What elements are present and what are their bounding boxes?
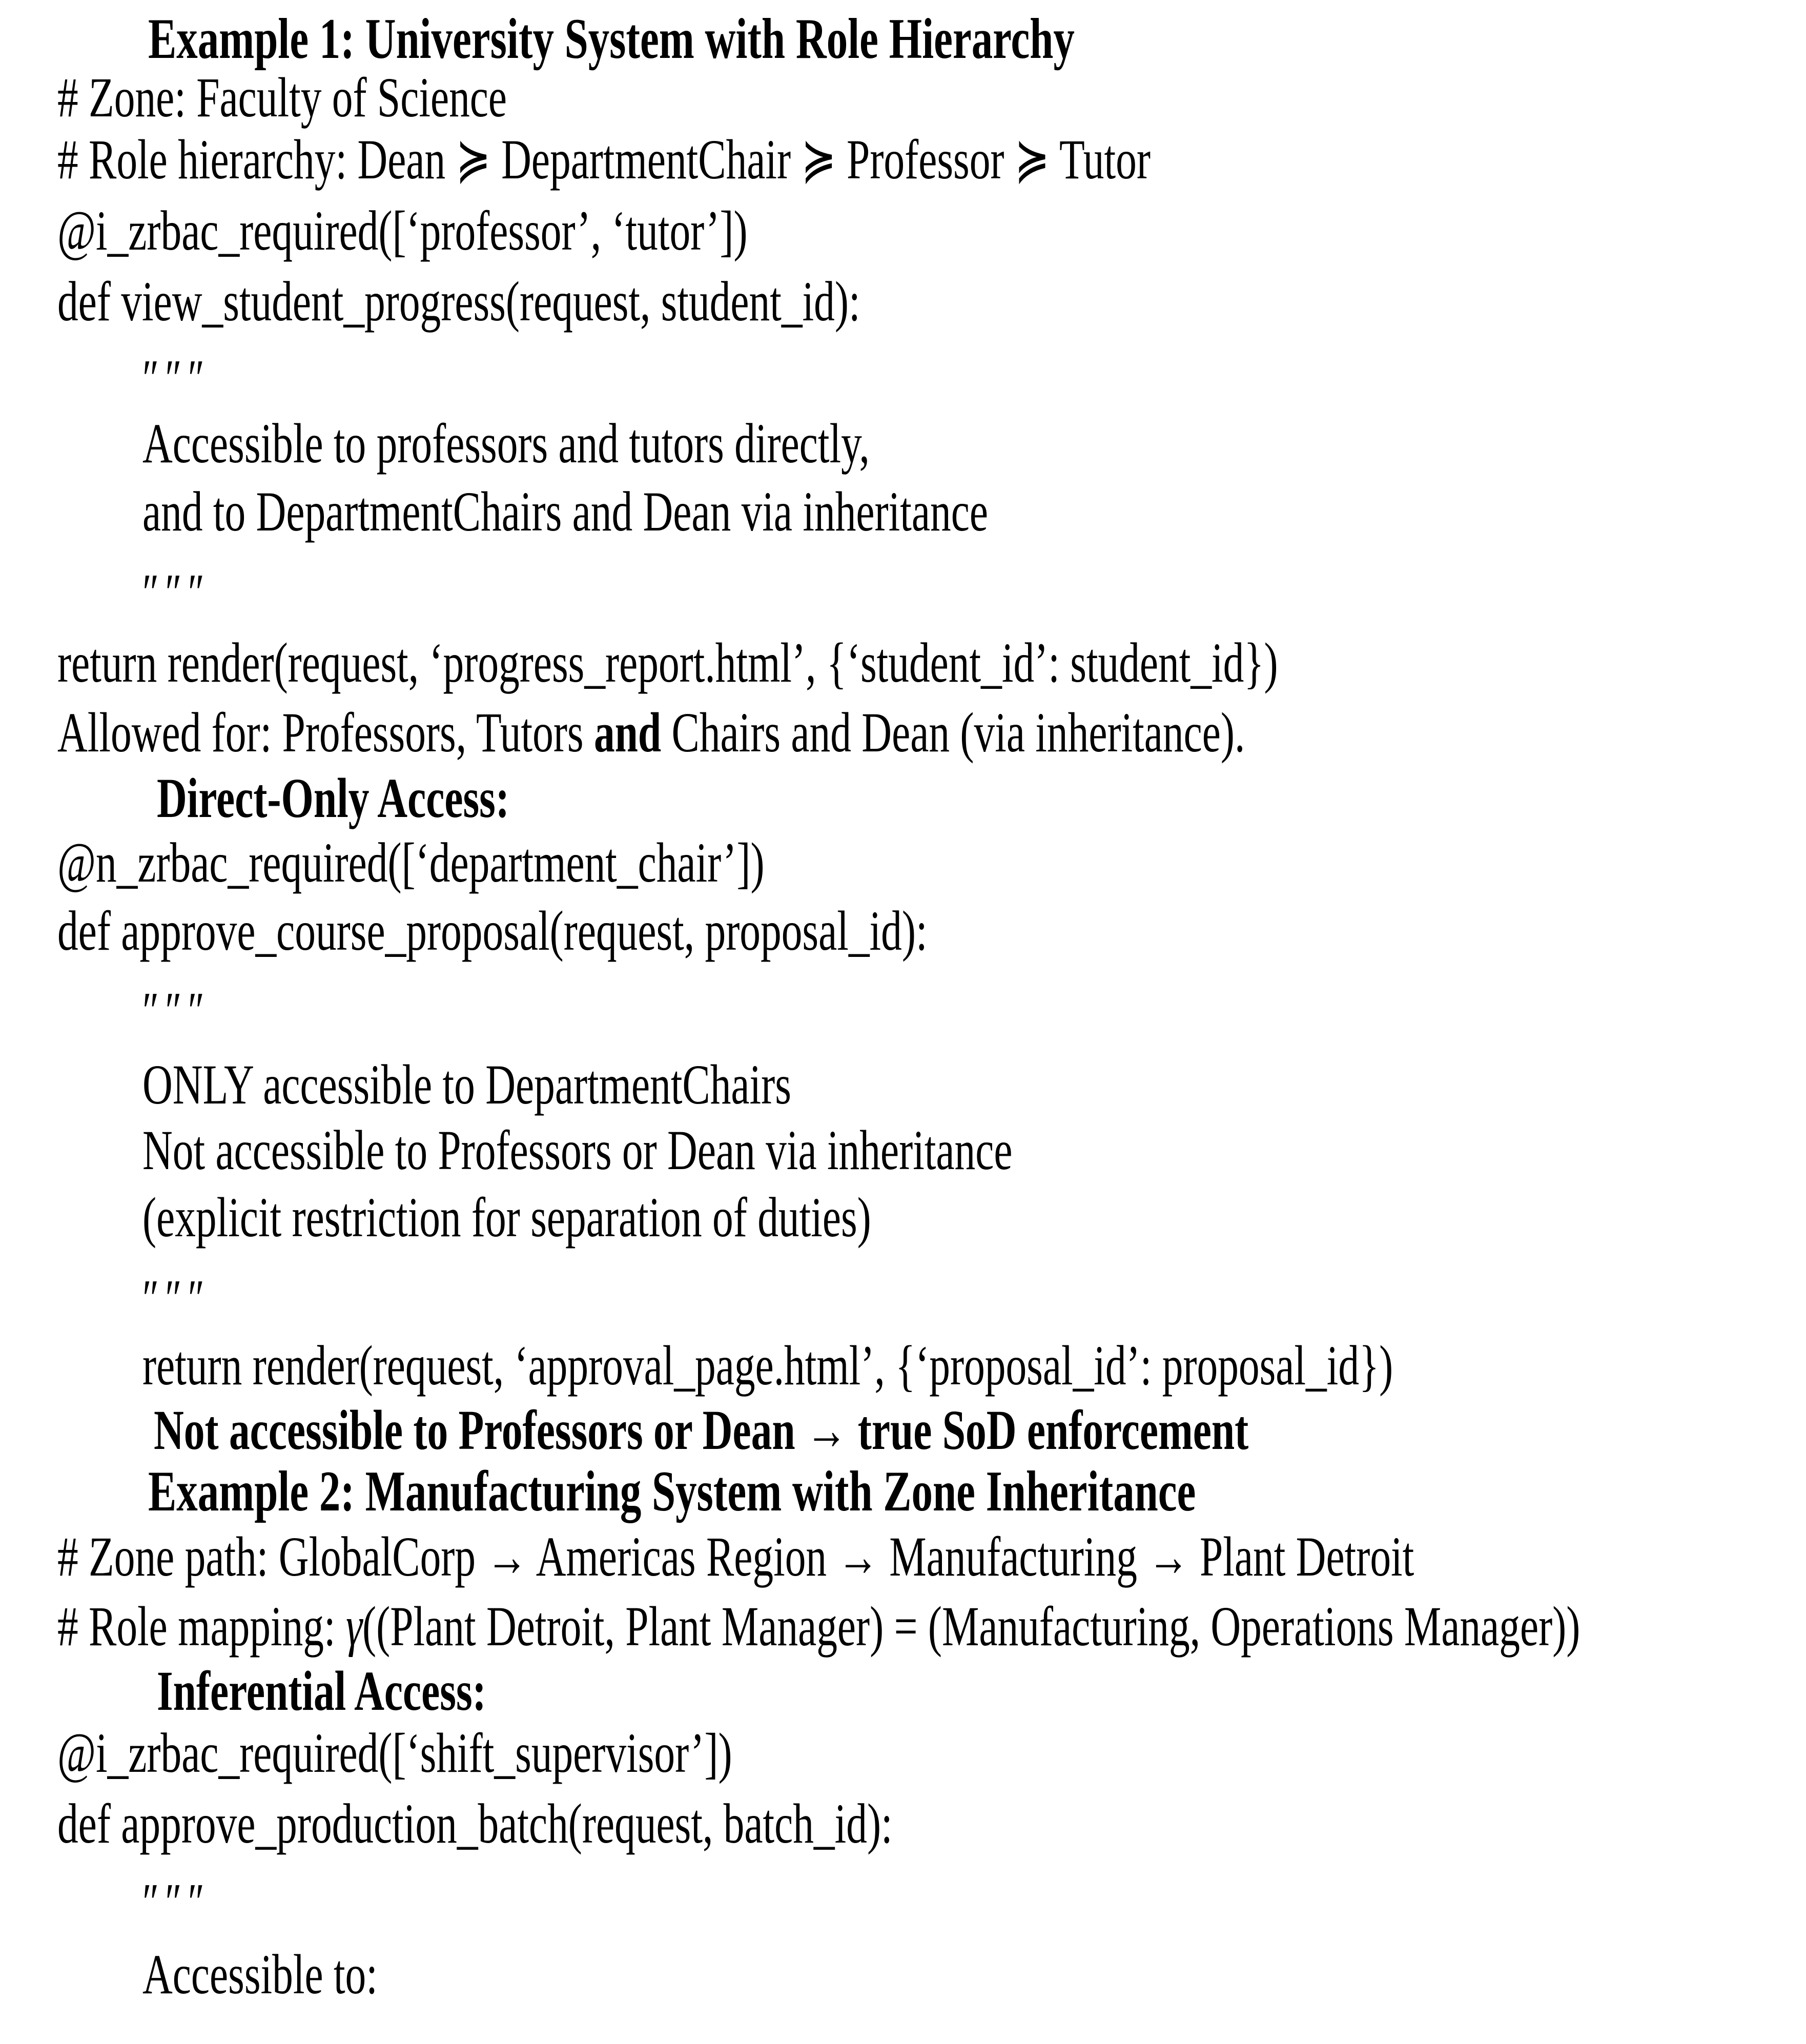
- comment-role-hierarchy: # Role hierarchy: Dean ≽ DepartmentChair ≽ Professor ≽ Tutor: [57, 128, 1151, 191]
- heading-direct-only-access: Direct-Only Access:: [157, 767, 509, 829]
- docstring-close-2: ″″″: [142, 1269, 211, 1328]
- decorator-n-zrbac-department-chair: @n_zrbac_required([‘department_chair’]): [57, 831, 765, 894]
- decorator-i-zrbac-professor-tutor: @i_zrbac_required([‘professor’, ‘tutor’]): [57, 199, 748, 262]
- decorator-i-zrbac-shift-supervisor: @i_zrbac_required([‘shift_supervisor’]): [57, 1722, 732, 1784]
- caption-allowed-for-suffix: Chairs and Dean (via inheritance).: [661, 701, 1245, 764]
- caption-sod-enforcement: Not accessible to Professors or Dean → true SoD enforcement: [154, 1399, 1249, 1461]
- heading-example2: Example 2: Manufacturing System with Zone Inheritance: [148, 1460, 1196, 1523]
- heading-inferential-access: Inferential Access:: [157, 1660, 486, 1722]
- comment-zone: # Zone: Faculty of Science: [57, 66, 507, 129]
- return-approval-page: return render(request, ‘approval_page.html’, {‘proposal_id’: proposal_id}): [142, 1334, 1393, 1397]
- caption-allowed-for-bold-and: and: [593, 701, 662, 764]
- caption-allowed-for: [57, 703, 1245, 763]
- docstring-close-1: ″″″: [142, 563, 211, 622]
- def-approve-production-batch: def approve_production_batch(request, batch_id):: [57, 1792, 893, 1855]
- heading-example1: Example 1: University System with Role Hierarchy: [148, 7, 1075, 71]
- comment-role-mapping-suffix: ((Plant Detroit, Plant Manager) = (Manufacturing, Operations Manager)): [362, 1595, 1581, 1658]
- docstring-line-2: and to DepartmentChairs and Dean via inheritance: [142, 480, 988, 543]
- docstring-line-1: Accessible to professors and tutors directly,: [142, 412, 870, 475]
- def-view-student-progress: def view_student_progress(request, student_id):: [57, 270, 860, 333]
- docstring-open-1: ″″″: [142, 349, 211, 408]
- def-approve-course-proposal: def approve_course_proposal(request, proposal_id):: [57, 900, 928, 962]
- docstring-line-6: Accessible to:: [142, 1943, 378, 2006]
- gamma-symbol: γ: [345, 1595, 363, 1658]
- docstring-open-3: ″″″: [142, 1873, 211, 1932]
- comment-zone-path: # Zone path: GlobalCorp → Americas Region → Manufacturing → Plant Detroit: [57, 1525, 1414, 1588]
- docstring-open-2: ″″″: [142, 982, 211, 1040]
- docstring-line-3: ONLY accessible to DepartmentChairs: [142, 1053, 791, 1116]
- comment-role-mapping-prefix: # Role mapping:: [57, 1595, 346, 1658]
- return-progress-report: return render(request, ‘progress_report.html’, {‘student_id’: student_id}): [57, 631, 1278, 694]
- comment-role-mapping: [57, 1597, 1580, 1657]
- docstring-line-5: (explicit restriction for separation of duties): [142, 1186, 871, 1249]
- docstring-line-4: Not accessible to Professors or Dean via inheritance: [142, 1119, 1013, 1181]
- caption-allowed-for-prefix: Allowed for: Professors, Tutors: [57, 701, 594, 764]
